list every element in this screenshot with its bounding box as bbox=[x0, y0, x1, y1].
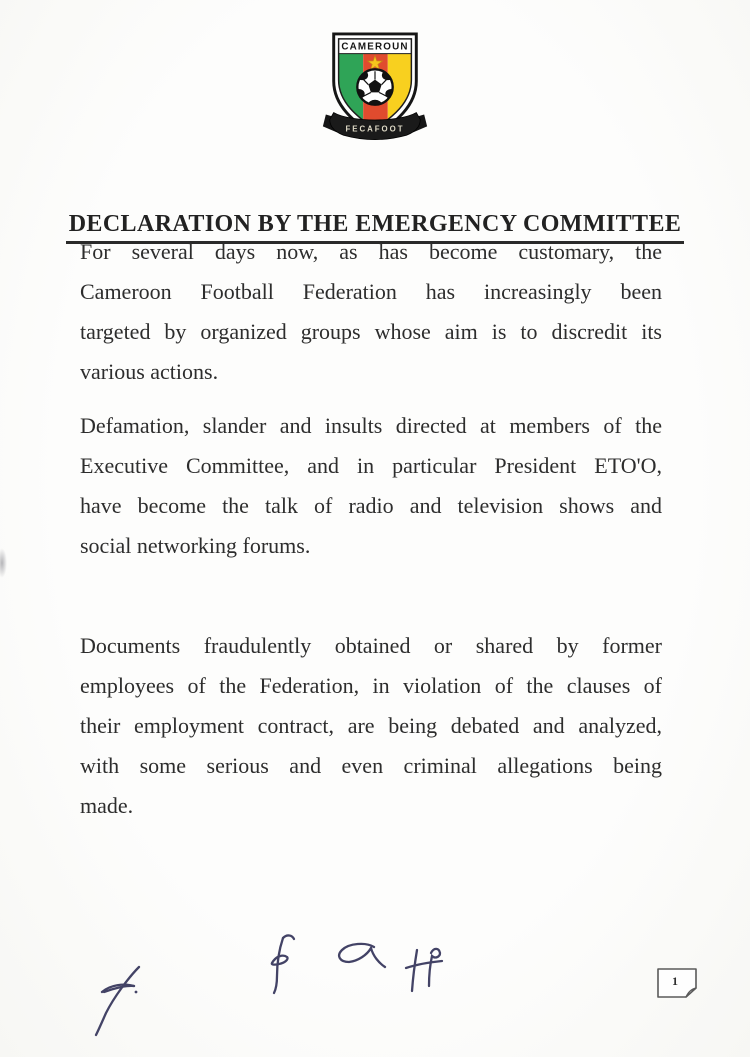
logo-banner-label: FECAFOOT bbox=[345, 124, 405, 134]
fecafoot-crest-graphic bbox=[316, 24, 434, 152]
text-line: their employment contract, are being debated and analyzed, bbox=[80, 713, 662, 738]
text-line: For several days now, as has become customary, the bbox=[80, 239, 662, 264]
handwritten-mark-3 bbox=[339, 944, 385, 967]
fecafoot-logo bbox=[316, 24, 434, 152]
text-line: made. bbox=[80, 793, 134, 818]
text-line: Executive Committee, and in particular President ETO'O, bbox=[80, 453, 662, 478]
paragraph-3 bbox=[80, 626, 662, 826]
handwritten-mark-4 bbox=[406, 949, 442, 991]
logo-country-label: CAMEROUN bbox=[341, 41, 409, 53]
paragraph-2 bbox=[80, 406, 662, 566]
text-line: various actions. bbox=[80, 359, 219, 384]
page-corner-graphic bbox=[655, 966, 701, 1002]
text-line: Documents fraudulently obtained or shared by former bbox=[80, 633, 662, 658]
text-line: employees of the Federation, in violation of the clauses of bbox=[80, 673, 662, 698]
text-line: Defamation, slander and insults directed at members of the bbox=[80, 413, 662, 438]
page-number: 1 bbox=[672, 974, 678, 988]
text-line: with some serious and even criminal allegations being bbox=[80, 753, 662, 778]
text-line: have become the talk of radio and television shows and bbox=[80, 493, 662, 518]
page-number-badge bbox=[655, 966, 701, 1002]
text-line: targeted by organized groups whose aim is to discredit its bbox=[80, 319, 662, 344]
text-line: social networking forums. bbox=[80, 533, 311, 558]
handwritten-mark-2 bbox=[272, 935, 294, 993]
paragraph-1 bbox=[80, 232, 662, 392]
handwritten-mark-1 bbox=[96, 967, 139, 1035]
text-line: Cameroon Football Federation has increasingly been bbox=[80, 279, 662, 304]
document-title: DECLARATION BY THE EMERGENCY COMMITTEE bbox=[66, 211, 685, 244]
scan-artifact bbox=[0, 548, 7, 578]
